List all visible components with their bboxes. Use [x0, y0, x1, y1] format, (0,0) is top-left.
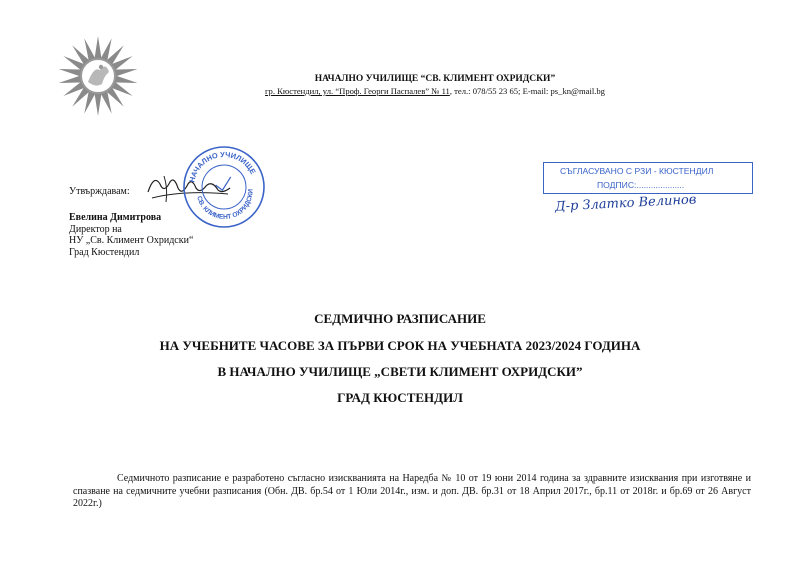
svg-text:СВ. КЛИМЕНТ ОХРИДСКИ — [195, 188, 259, 225]
school-short-name: НУ „Св. Климент Охридски“ — [69, 235, 194, 246]
stamp-text-top: НАЧАЛНО УЧИЛИЩЕ — [187, 149, 258, 184]
rzi-signature: Д-р Златко Велинов — [554, 192, 697, 215]
rzi-approval-stamp — [543, 162, 753, 194]
regulation-note: Седмичното разписание е разработено съгласно изискванията на Наредба № 10 от 19 юни 2014 година за здравните изисквания при изготвяне и спазване на седмичните учебни разписания (Обн. ДВ. бр.54 от 1 Юли 2014г., изм. и доп. ДВ. бр.31 от 18 Април 2017г., бр.11 от 2018г. и бр.69 от 26 Август 2022г.) — [73, 473, 751, 509]
school-name: НАЧАЛНО УЧИЛИЩЕ “СВ. КЛИМЕНТ ОХРИДСКИ” — [314, 74, 556, 84]
document-title-line-4: ГРАД КЮСТЕНДИЛ — [337, 390, 463, 405]
rzi-sign-line: ПОДПИС:.................... — [597, 180, 685, 190]
stamp-text-bottom: СВ. КЛИМЕНТ ОХРИДСКИ — [195, 188, 255, 222]
approve-label: Утвърждавам: — [69, 186, 130, 197]
document-title-line-1: СЕДМИЧНО РАЗПИСАНИЕ — [314, 311, 486, 326]
document-title-line-2: НА УЧЕБНИТЕ ЧАСОВЕ ЗА ПЪРВИ СРОК НА УЧЕБНАТА 2023/2024 ГОДИНА — [159, 338, 641, 353]
rzi-title: СЪГЛАСУВАНО С РЗИ - КЮСТЕНДИЛ — [560, 166, 714, 176]
school-address — [243, 86, 627, 96]
director-block — [69, 212, 193, 258]
school-contact: , тел.: 078/55 23 65; E-mail: ps_kn@mail.bg — [449, 86, 605, 96]
director-name: Евелина Димитрова — [69, 212, 162, 223]
director-title: Директор на — [69, 223, 122, 235]
school-stamp-icon — [181, 144, 267, 230]
director-city: Град Кюстендил — [69, 246, 140, 258]
document-title-line-3: В НАЧАЛНО УЧИЛИЩЕ „СВЕТИ КЛИМЕНТ ОХРИДСКИ” — [217, 364, 583, 379]
school-logo-icon — [58, 30, 138, 118]
school-street-address: гр. Кюстендил, ул. “Проф. Георги Паспалев” № 11 — [265, 86, 450, 96]
